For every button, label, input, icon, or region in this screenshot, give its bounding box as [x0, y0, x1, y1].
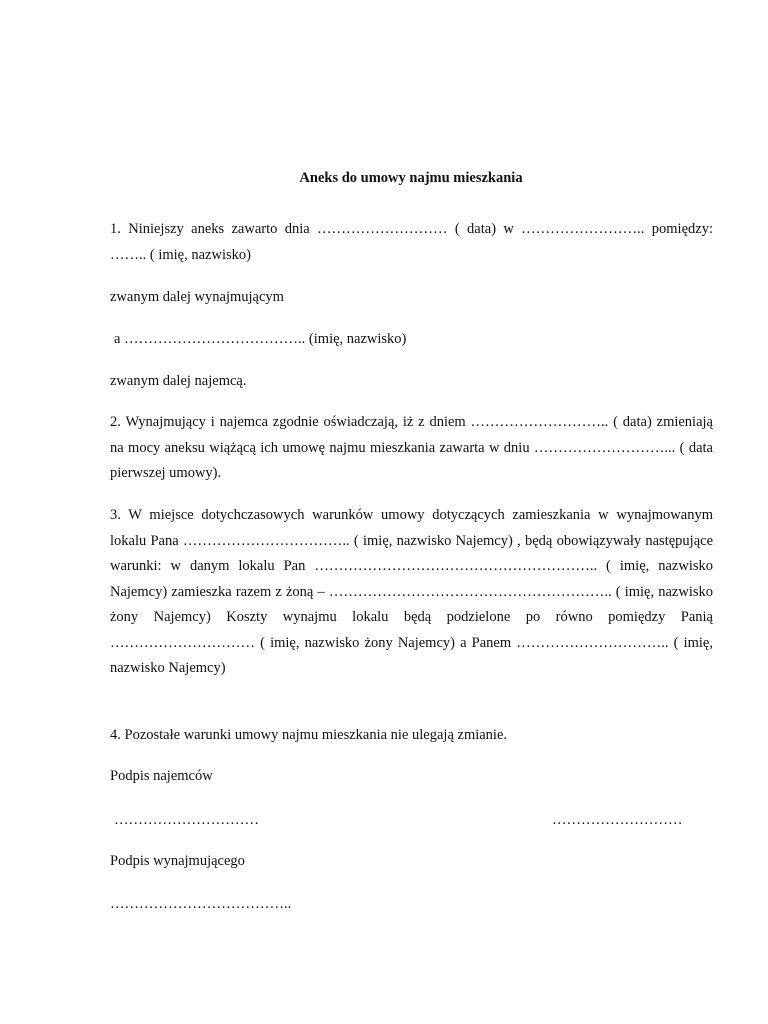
landlord-signature-label: Podpis wynajmującego	[110, 853, 245, 869]
document-title: Aneks do umowy najmu mieszkania	[299, 170, 523, 186]
clause-2-change: 2. Wynajmujący i najemca zgodnie oświadczają, iż z dniem ……………………….. ( data) zmieniają na mocy aneksu wiążącą ich umowę najmu mieszkania zawarta w dniu ………………………... ( data pierwszej umowy).	[110, 414, 713, 481]
clause-3-conditions: 3. W miejsce dotychczasowych warunków umowy dotyczących zamieszkania w wynajmowanym lokalu Pana …………………………….. ( imię, nazwisko Najemcy) , będą obowiązywały następujące warunki: w danym lokalu Pan ………………………………………………….. ( imię, nazwisko Najemcy) zamieszka razem z żoną – ………………………………………………….. ( imię, nazwisko żony Najemcy) Koszty wynajmu lokalu będą podzielone po równo pomiędzy Panią ………………………… ( imię, nazwisko żony Najemcy) a Panem ………………………….. ( imię, nazwisko Najemcy)	[110, 507, 713, 676]
clause-1-parties: 1. Niniejszy aneks zawarto dnia ……………………… ( data) w …………………….. pomiędzy: …….. ( imię, nazwisko)	[110, 221, 713, 263]
tenants-signature-label: Podpis najemców	[110, 768, 213, 784]
tenant-signature-line-1: …………………………	[114, 812, 259, 828]
landlord-signature-line: ………………………………..	[110, 896, 292, 912]
tenant-name-line: a ……………………………….. (imię, nazwisko)	[114, 331, 407, 347]
tenant-designation: zwanym dalej najemcą.	[110, 373, 247, 389]
tenant-signature-line-2: ………………………	[552, 812, 683, 828]
clause-4-remaining: 4. Pozostałe warunki umowy najmu mieszkania nie ulegają zmianie.	[110, 727, 508, 743]
landlord-designation: zwanym dalej wynajmującym	[110, 289, 284, 305]
